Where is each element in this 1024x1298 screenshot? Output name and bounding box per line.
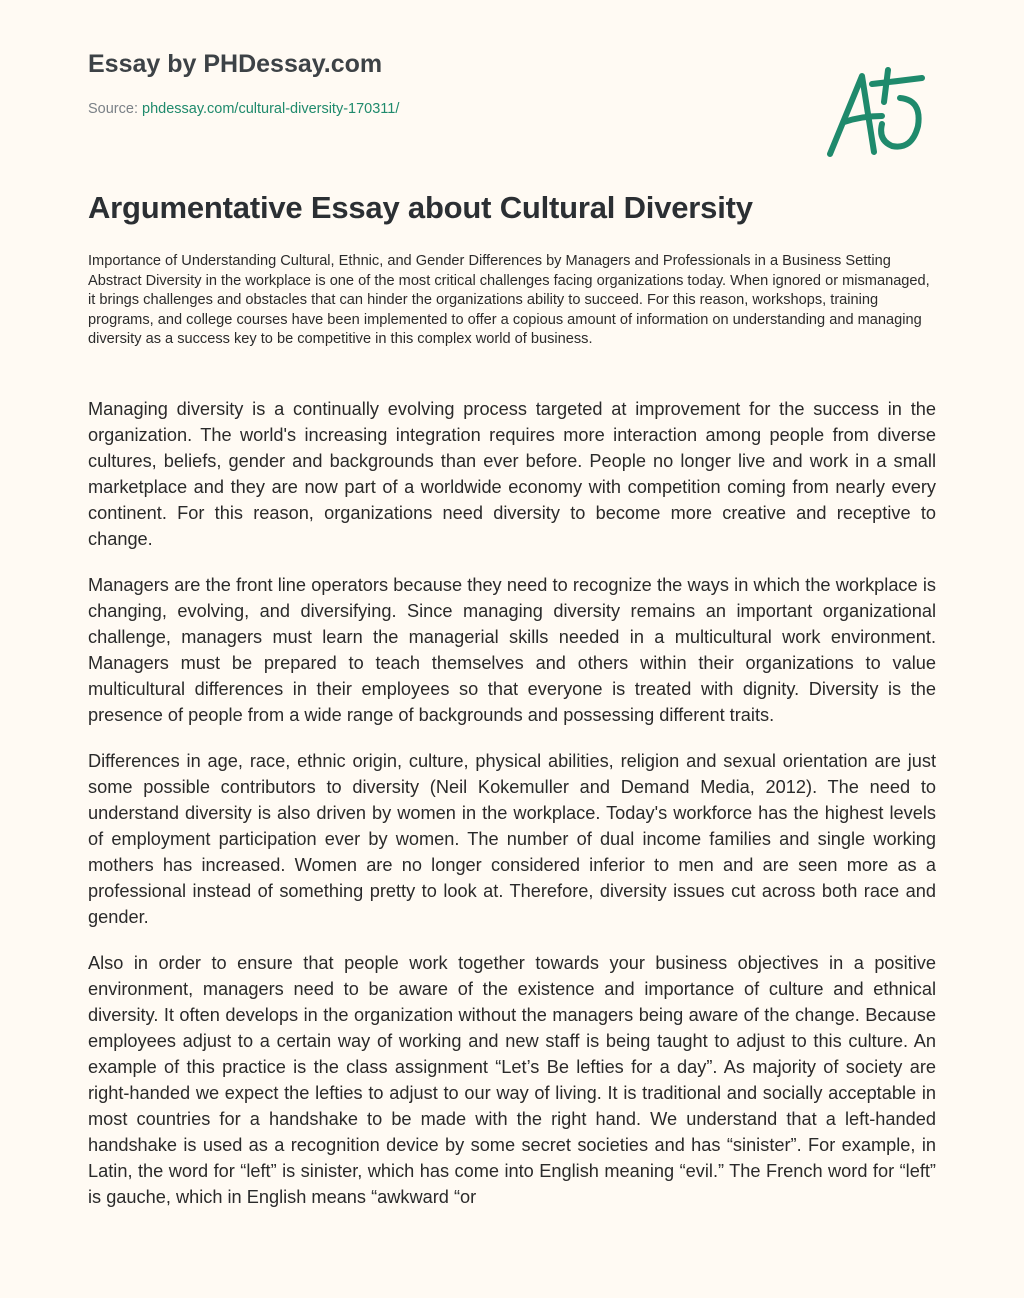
source-line [88, 101, 399, 117]
article-title: Argumentative Essay about Cultural Diversity [88, 190, 753, 225]
abstract-text: Importance of Understanding Cultural, Ethnic, and Gender Differences by Managers and Professionals in a Business Setting Abstract Diversity in the workplace is one of the most critical challenges facing organizations today. When ignored or mismanaged, it brings challenges and obstacles that can hinder the organizations ability to succeed. For this reason, workshops, training programs, and college courses have been implemented to offer a copious amount of information on understanding and managing diversity as a success key to be competitive in this complex world of business. [88, 253, 930, 348]
source-label: Source: [88, 101, 138, 117]
article-abstract [88, 252, 936, 350]
body-paragraph: Differences in age, race, ethnic origin, culture, physical abilities, religion and sexual orientation are just some possible contributors to diversity (Neil Kokemuller and Demand Media, 2012). The need to understand diversity is also driven by women in the workplace. Today's workforce has the highest levels of employment participation ever by women. The number of dual income families and single working mothers has increased. Women are no longer considered inferior to men and are seen more as a professional instead of something pretty to look at. Therefore, diversity issues cut across both race and gender. [88, 751, 936, 927]
source-link[interactable]: phdessay.com/cultural-diversity-170311/ [142, 101, 400, 117]
body-paragraph: Managing diversity is a continually evolving process targeted at improvement for the success in the organization. The world's increasing integration requires more interaction among people from diverse cultures, beliefs, gender and backgrounds than ever before. People no longer live and work in a small marketplace and they are now part of a worldwide economy with competition coming from nearly every continent. For this reason, organizations need diversity to become more creative and receptive to change. [88, 399, 936, 549]
a-plus-logo-icon [822, 64, 932, 164]
body-paragraph: Managers are the front line operators because they need to recognize the ways in which the workplace is changing, evolving, and diversifying. Since managing diversity remains an important organizational challenge, managers must learn the managerial skills needed in a multicultural work environment. Managers must be prepared to teach themselves and others within their organizations to value multicultural differences in their employees so that everyone is treated with dignity. Diversity is the presence of people from a wide range of backgrounds and possessing different traits. [88, 575, 936, 725]
body-paragraph: Also in order to ensure that people work together towards your business objectives in a positive environment, managers need to be aware of the existence and importance of culture and ethnical diversity. It often develops in the organization without the managers being aware of the change. Because employees adjust to a certain way of working and new staff is being taught to adjust to this culture. An example of this practice is the class assignment “Let’s Be lefties for a day”. As majority of society are right-handed we expect the lefties to adjust to our way of living. It is traditional and socially acceptable in most countries for a handshake to be made with the right hand. We understand that a left-handed handshake is used as a recognition device by some secret societies and has “sinister”. For example, in Latin, the word for “left” is sinister, which has come into English meaning “evil.” The French word for “left” is gauche, which in English means “awkward “or [88, 953, 936, 1207]
article-body [88, 396, 936, 1252]
site-brand: Essay by PHDessay.com [88, 50, 383, 78]
